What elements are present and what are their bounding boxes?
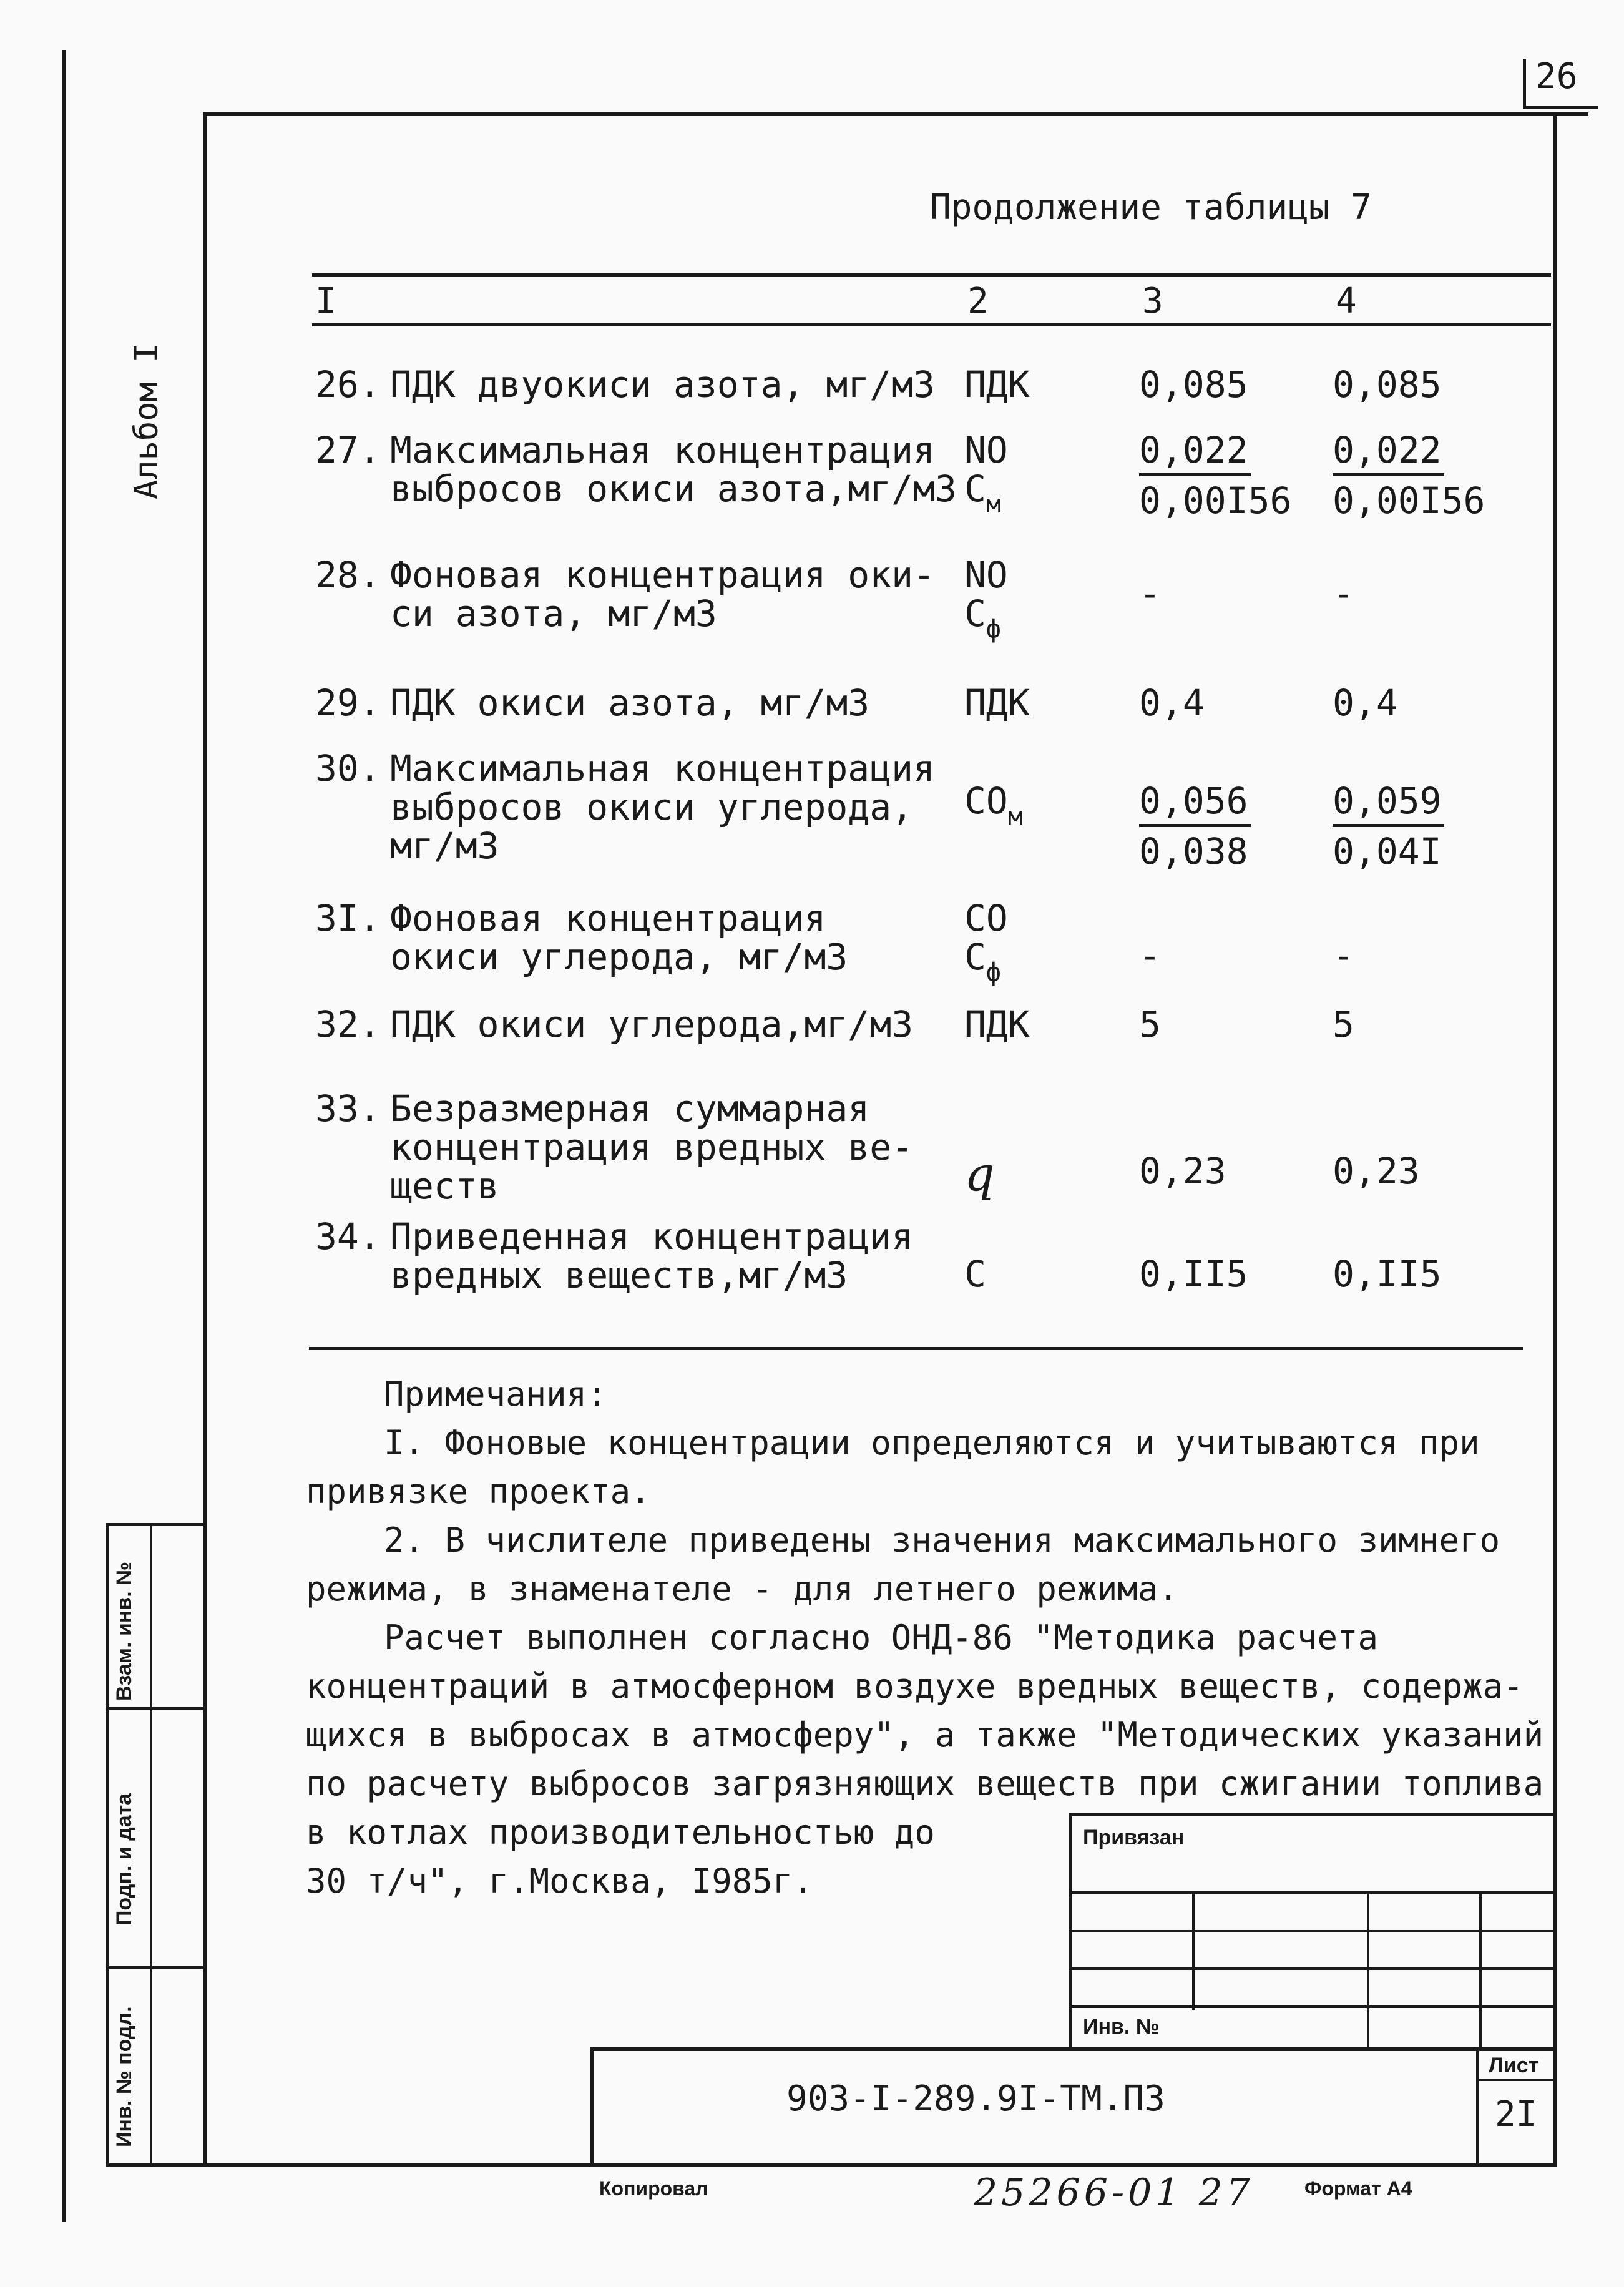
row-value-col3: - (1139, 934, 1161, 977)
notes-block (306, 1370, 1548, 1906)
row-description: Безразмерная суммарная концентрация вредных ве- ществ (390, 1087, 914, 1207)
page-number-divider (1523, 59, 1526, 109)
list-label: Лист (1489, 2054, 1539, 2077)
row-value-col4: $\frac{0,022}{0,00I56}$ (1333, 429, 1485, 522)
page-number-underline (1523, 106, 1598, 109)
row-number: 27. (315, 429, 381, 471)
stamp-grid-v3 (1479, 1891, 1482, 2047)
col-header-4: 4 (1336, 281, 1357, 321)
row-value-col3: 5 (1139, 1003, 1161, 1046)
inv-no-label: Инв. № (1083, 2015, 1160, 2039)
row-number: 34. (315, 1215, 381, 1258)
row-description: ПДК двуокиси азота, мг/м3 (390, 363, 935, 406)
row-symbol: ПДК (964, 363, 1030, 406)
row-number: 3I. (315, 897, 381, 939)
side-label-inv-podl: Инв. № подл. (112, 2006, 136, 2147)
main-stamp-top (590, 2047, 1557, 2051)
row-number: 32. (315, 1003, 381, 1046)
format-label: Формат А4 (1304, 2177, 1412, 2200)
row-value-col4: $\frac{0,059}{0,04I}$ (1333, 781, 1444, 871)
notes-line: I. Фоновые концентрации определяются и учитываются при (384, 1423, 1480, 1462)
side-stamp-top (106, 1523, 206, 1526)
col-header-3: 3 (1142, 281, 1163, 321)
row-value-col3: - (1139, 572, 1161, 615)
col-header-2: 2 (967, 281, 989, 321)
row-value-col3: 0,II5 (1139, 1253, 1248, 1295)
col-header-1: I (315, 281, 336, 321)
doc-code: 903-I-289.9I-ТМ.ПЗ (786, 2079, 1165, 2119)
row-number: 29. (315, 682, 381, 724)
notes-line: 2. В числителе приведены значения максимального зимнего (384, 1521, 1500, 1560)
stamp-grid-h3 (1069, 1967, 1557, 1970)
notes-line: щихся в выбросах в атмосферу", а также "Методических указаний (306, 1715, 1544, 1755)
row-value-col3: $\frac{0,056}{0,038}$ (1139, 781, 1251, 871)
row-description: Фоновая концентрация оки- си азота, мг/м3 (390, 554, 935, 635)
page-number: 26 (1535, 56, 1578, 97)
row-value-col3: 0,23 (1139, 1150, 1226, 1192)
table-header-rule-top (312, 273, 1551, 277)
row-description: Максимальная концентрация выбросов окиси азота,мг/м3 (390, 429, 957, 510)
frame-top (203, 112, 1588, 116)
row-description: Фоновая концентрация окиси углерода, мг/м3 (390, 897, 848, 978)
frame-left (203, 112, 207, 2166)
row-symbol: С (964, 1253, 986, 1295)
row-number: 30. (315, 747, 381, 790)
row-description: Максимальная концентрация выбросов окиси углерода, мг/м3 (390, 747, 935, 867)
table-header-rule-bottom (312, 323, 1551, 326)
stamp-grid-h2 (1069, 1930, 1557, 1932)
frame-bottom (106, 2163, 1557, 2167)
stamp-grid-h1 (1069, 1891, 1557, 1894)
notes-line: привязке проекта. (306, 1472, 651, 1511)
privyazan-box-top (1069, 1813, 1557, 1816)
side-stamp-left (106, 1523, 109, 2166)
row-symbol: q (964, 1146, 995, 1202)
row-symbol: CO $С_ф$ (964, 897, 1008, 987)
notes-line: концентраций в атмосферном воздухе вредных веществ, содержа- (306, 1667, 1524, 1706)
table-bottom-rule (309, 1347, 1523, 1350)
handwritten-number: 25266-01 27 (974, 2171, 1254, 2215)
row-value-col4: 0,4 (1333, 682, 1398, 724)
notes-line: режима, в знаменателе - для летнего режима. (306, 1569, 1178, 1609)
list-box-sep (1476, 2079, 1557, 2081)
row-value-col4: 0,23 (1333, 1150, 1420, 1192)
binding-line (62, 50, 66, 2222)
notes-line: Расчет выполнен согласно ОНД-86 "Методика расчета (384, 1618, 1379, 1657)
list-box-left (1476, 2047, 1479, 2166)
row-value-col3: $\frac{0,022}{0,00I56}$ (1139, 429, 1292, 522)
row-symbol: NO $С_ф$ (964, 554, 1008, 644)
kopiroval-label: Копировал (599, 2177, 708, 2200)
main-stamp-left (590, 2047, 594, 2166)
row-description: ПДК окиси углерода,мг/м3 (390, 1003, 914, 1046)
stamp-grid-v1 (1192, 1891, 1195, 2010)
row-value-col3: 0,085 (1139, 363, 1248, 406)
table-title: Продолжение таблицы 7 (930, 187, 1372, 228)
row-symbol: ПДК (964, 1003, 1030, 1046)
row-symbol: $CO_м$ (964, 780, 1023, 831)
row-number: 28. (315, 554, 381, 596)
row-value-col4: 0,085 (1333, 363, 1442, 406)
notes-line: по расчету выбросов загрязняющих веществ при сжигании топлива (306, 1764, 1544, 1803)
row-symbol: ПДК (964, 682, 1030, 724)
frame-right (1553, 112, 1557, 2166)
row-number: 33. (315, 1087, 381, 1130)
row-value-col4: - (1333, 572, 1354, 615)
stamp-grid-v2 (1367, 1891, 1369, 2047)
row-description: Приведенная концентрация вредных веществ,мг/м3 (390, 1215, 914, 1296)
row-value-col4: 5 (1333, 1003, 1354, 1046)
side-stamp-sep-2 (106, 1966, 206, 1969)
row-value-col4: - (1333, 934, 1354, 977)
row-value-col4: 0,II5 (1333, 1253, 1442, 1295)
side-label-podp-data: Подп. и дата (112, 1793, 136, 1926)
notes-heading: Примечания: (384, 1374, 607, 1414)
stamp-grid-h4 (1069, 2005, 1557, 2008)
list-number: 2I (1495, 2094, 1537, 2135)
row-description: ПДК окиси азота, мг/м3 (390, 682, 870, 724)
notes-line: в котлах производительностью до (306, 1813, 935, 1852)
side-label-vzam-inv: Взам. инв. № (112, 1561, 136, 1701)
row-value-col3: 0,4 (1139, 682, 1205, 724)
side-stamp-sep-1 (106, 1707, 206, 1710)
row-number: 26. (315, 363, 381, 406)
privyazan-label: Привязан (1083, 1826, 1185, 1849)
album-label: Альбом I (128, 343, 165, 499)
notes-line: 30 т/ч", г.Москва, I985г. (306, 1861, 813, 1901)
side-stamp-mid (150, 1523, 152, 2166)
row-symbol: NO $С_м$ (964, 429, 1008, 519)
